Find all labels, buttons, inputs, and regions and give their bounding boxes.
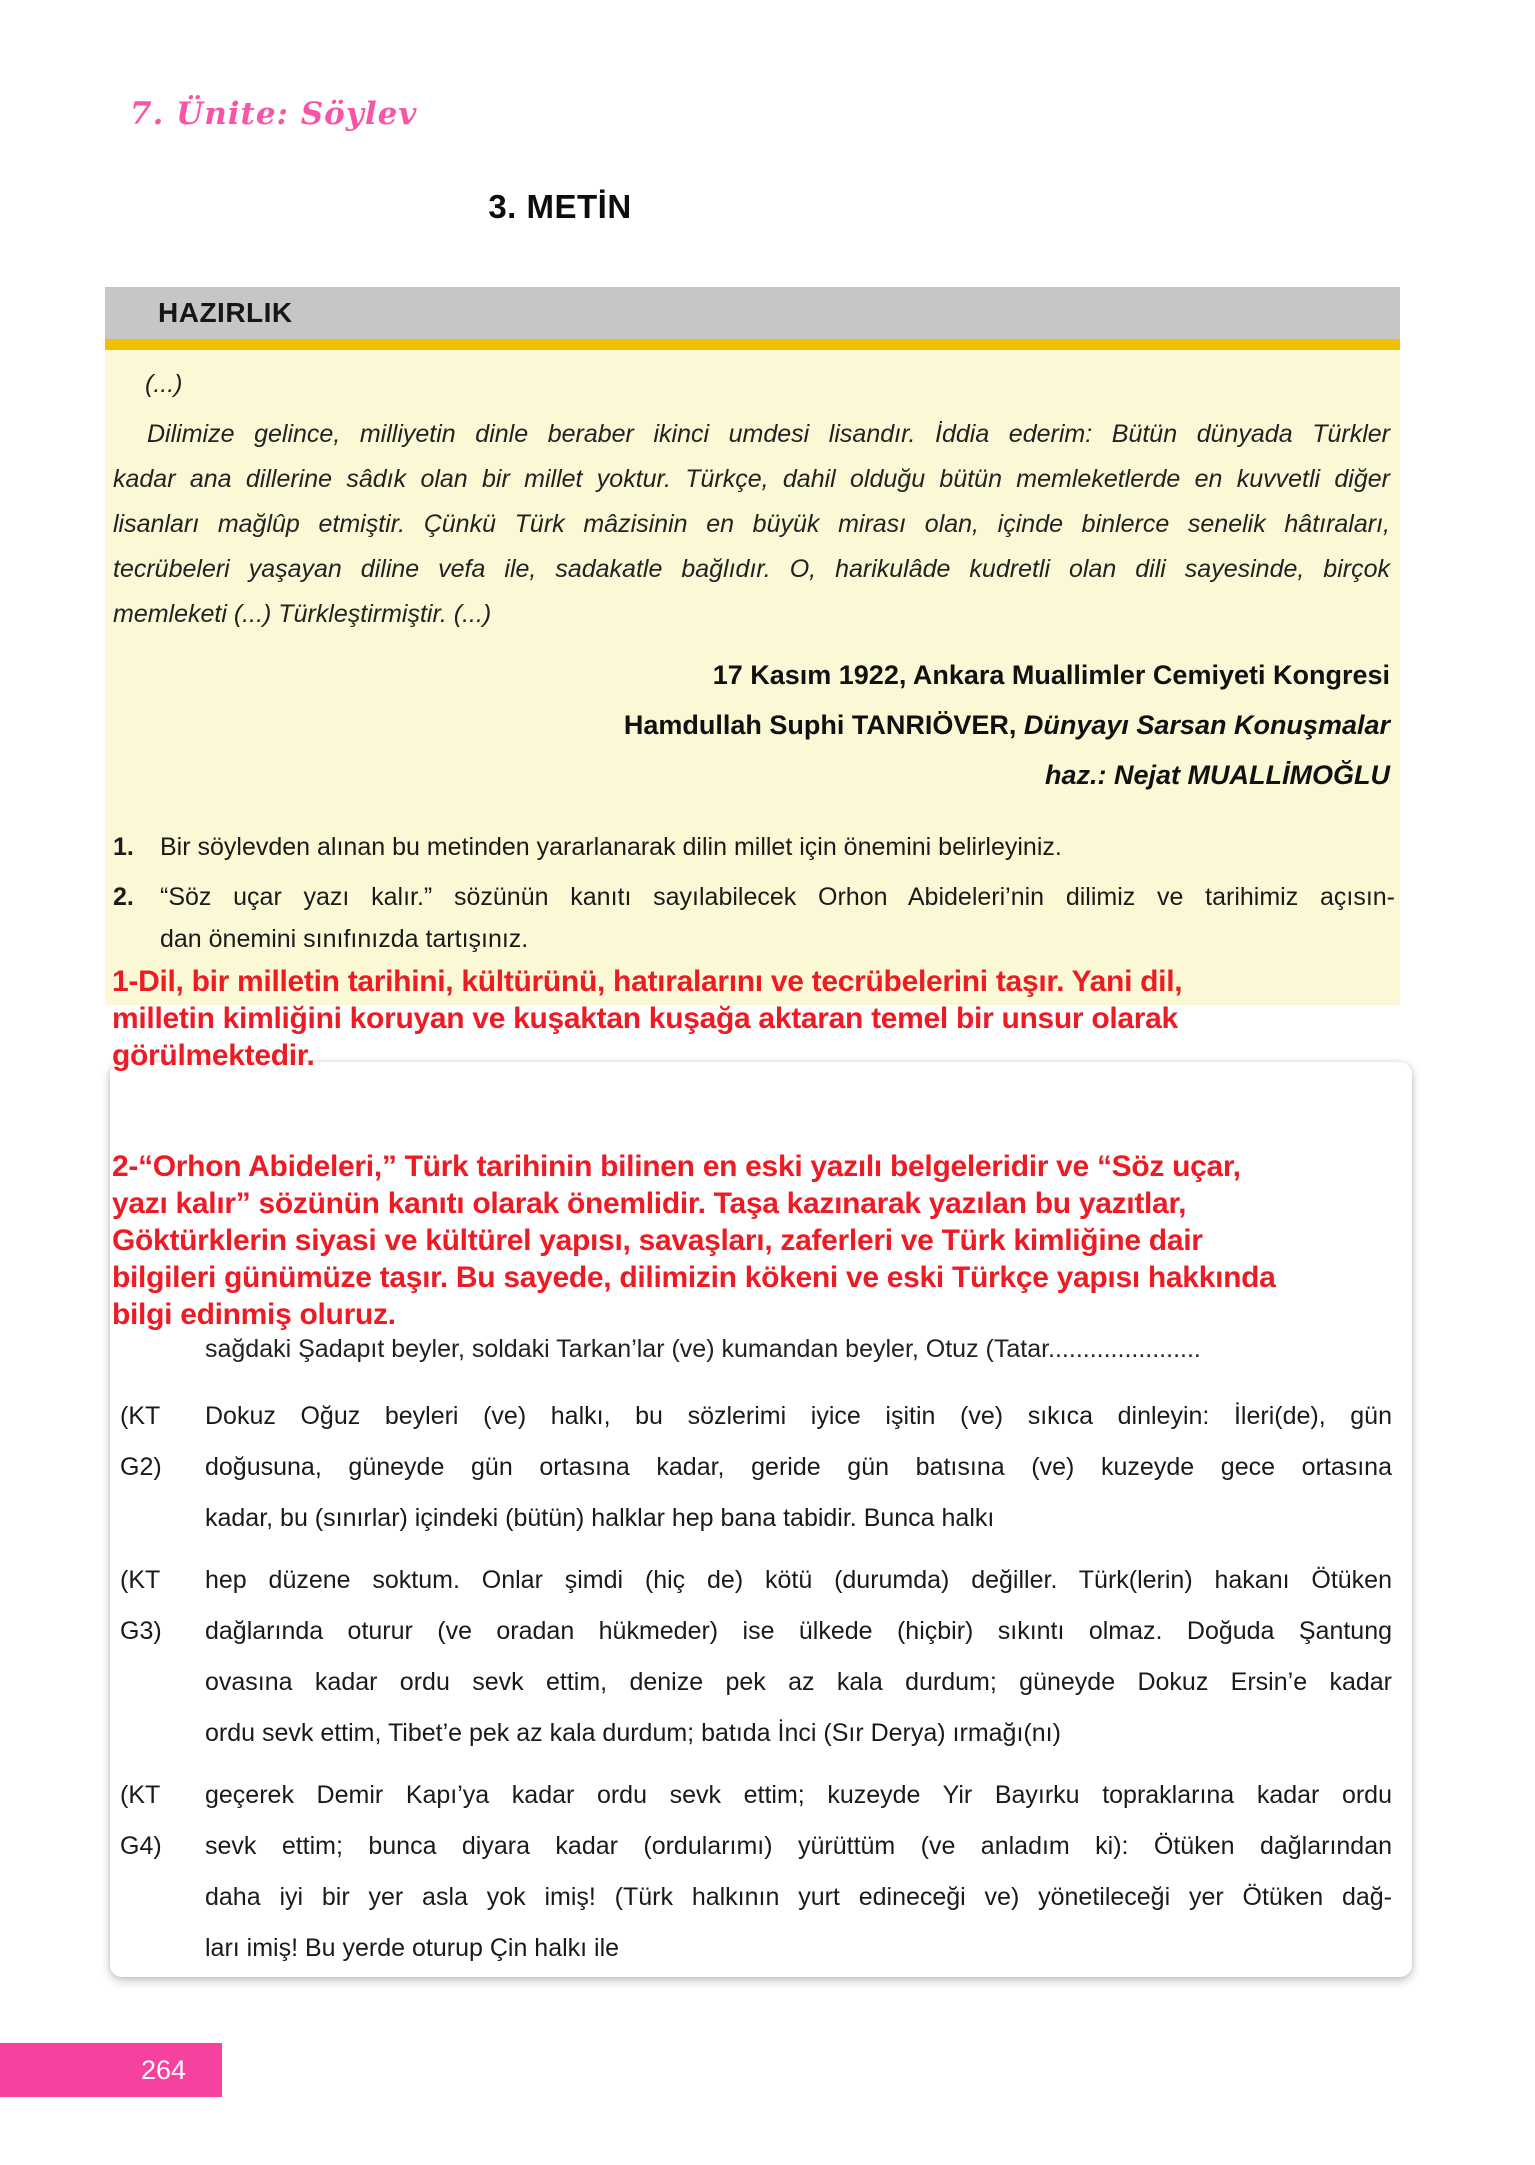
answer-line: 2-“Orhon Abideleri,” Türk tarihinin bilinen en eski yazılı belgeleridir ve “Söz uçar, [112, 1150, 1241, 1183]
answer-1-text [112, 963, 1442, 1074]
kt-line: daha iyi bir yer asla yok imiş! (Türk halkının yurt edineceği ve) yönetileceği yer Ötüken dağ- [205, 1883, 1392, 1911]
kt-line: doğusuna, güneyde gün ortasına kadar, geride gün batısına (ve) kuzeyde gece ortasına [205, 1453, 1392, 1481]
attribution-author [113, 700, 1390, 750]
hazirlik-content-box [105, 350, 1400, 1005]
quote-line: Dilimize gelince, milliyetin dinle beraber ikinci umdesi lisandır. İddia ederim: Bütün dünyada Türkler [147, 420, 1390, 448]
kt-line: ordu sevk ettim, Tibet’e pek az kala durdum; batıda İnci (Sır Derya) ırmağı(nı) [205, 1719, 1061, 1747]
quote-line: tecrübeleri yaşayan diline vefa ile, sadakatle bağlıdır. O, harikulâde kudretli olan dili sayesinde, birçok [113, 555, 1390, 583]
quote-line: memleketi (...) Türkleştirmiştir. (...) [113, 600, 492, 628]
question-item [113, 826, 1395, 868]
question-number: 2. [113, 883, 134, 911]
kt-label: (KT G2) [120, 1402, 162, 1481]
kt-line: Dokuz Oğuz beyleri (ve) halkı, bu sözlerimi iyice işitin (ve) sıkıca dinleyin: İleri(de), gün [205, 1402, 1392, 1430]
kt-paragraph [120, 1391, 1392, 1544]
ellipsis-marker: (...) [145, 370, 183, 398]
questions-list [113, 826, 1395, 968]
answer-line: bilgileri günümüze taşır. Bu sayede, dilimizin kökeni ve eski Türkçe yapısı hakkında [112, 1261, 1276, 1294]
kt-line: geçerek Demir Kapı’ya kadar ordu sevk ettim; kuzeyde Yir Bayırku topraklarına kadar ordu [205, 1781, 1392, 1809]
kt-text [205, 1391, 1392, 1544]
partially-covered-line: sağdaki Şadapıt beyler, soldaki Tarkan’lar (ve) kumandan beyler, Otuz (Tatar...................... [205, 1335, 1201, 1363]
question-item [113, 876, 1395, 960]
gold-rule [105, 339, 1400, 350]
quote-line: kadar ana dillerine sâdık olan bir millet yoktur. Türkçe, dahil olduğu bütün memleketlerde en kuvvetli diğer [113, 465, 1390, 493]
kt-line: sevk ettim; bunca diyara kadar (ordularımı) yürüttüm (ve anladım ki): Ötüken dağlarından [205, 1832, 1392, 1860]
attribution [113, 650, 1390, 800]
attribution-editor: haz.: Nejat MUALLİMOĞLU [1045, 760, 1390, 790]
answer-line: görülmektedir. [112, 1039, 315, 1072]
quote-line: lisanları mağlûp etmiştir. Çünkü Türk mâzisinin en büyük mirası olan, içinde binlerce senelik hâtıraları, [113, 510, 1390, 538]
question-line: “Söz uçar yazı kalır.” sözünün kanıtı sayılabilecek Orhon Abideleri’nin dilimiz ve tarihimiz açısın- [160, 883, 1395, 911]
answer-line: yazı kalır” sözünün kanıtı olarak önemlidir. Taşa kazınarak yazılan bu yazıtlar, [112, 1187, 1187, 1220]
kt-line: ovasına kadar ordu sevk ettim, denize pek az kala durdum; güneyde Dokuz Ersin’e kadar [205, 1668, 1392, 1696]
book-title: Dünyayı Sarsan Konuşmalar [1023, 710, 1390, 740]
question-text [160, 876, 1395, 960]
answer-line: Göktürklerin siyasi ve kültürel yapısı, savaşları, zaferleri ve Türk kimliğine dair [112, 1224, 1203, 1257]
kt-label: (KT G4) [120, 1781, 162, 1860]
page-number: 264 [140, 2055, 186, 2085]
kt-line: ları imiş! Bu yerde oturup Çin halkı ile [205, 1934, 620, 1962]
page-title: 3. METİN [488, 188, 632, 225]
question-number: 1. [113, 833, 134, 861]
quote-paragraph [113, 412, 1390, 637]
hazirlik-header-bar [105, 287, 1400, 339]
question-line: dan önemini sınıfınızda tartışınız. [160, 925, 529, 953]
kt-line: kadar, bu (sınırlar) içindeki (bütün) halklar hep bana tabidir. Bunca halkı [205, 1504, 995, 1532]
question-line: Bir söylevden alınan bu metinden yararlanarak dilin millet için önemini belirleyiniz. [160, 833, 1062, 861]
kt-text [205, 1555, 1392, 1759]
unit-header: 7. Ünite: Söylev [130, 96, 418, 132]
author-name: Hamdullah Suphi TANRIÖVER, [623, 710, 1024, 740]
answer-2-text [112, 1148, 1442, 1333]
attribution-date: 17 Kasım 1922, Ankara Muallimler Cemiyeti Kongresi [712, 660, 1390, 690]
answer-line: 1-Dil, bir milletin tarihini, kültürünü, hatıralarını ve tecrübelerini taşır. Yani dil, [112, 965, 1183, 998]
kt-line: hep düzene soktum. Onlar şimdi (hiç de) kötü (durumda) değiller. Türk(lerin) hakanı Ötüken [205, 1566, 1392, 1594]
page-number-box [0, 2043, 222, 2097]
kt-line: dağlarında oturur (ve oradan hükmeder) ise ülkede (hiçbir) sıkıntı olmaz. Doğuda Şantung [205, 1617, 1392, 1645]
kt-paragraphs [120, 1391, 1392, 1985]
answer-line: milletin kimliğini koruyan ve kuşaktan kuşağa aktaran temel bir unsur olarak [112, 1002, 1178, 1035]
answer-line: bilgi edinmiş oluruz. [112, 1298, 396, 1331]
hazirlik-heading: HAZIRLIK [158, 297, 293, 328]
question-text [160, 826, 1395, 868]
kt-label: (KT G3) [120, 1566, 162, 1645]
kt-text [205, 1770, 1392, 1974]
kt-paragraph [120, 1555, 1392, 1759]
kt-paragraph [120, 1770, 1392, 1974]
